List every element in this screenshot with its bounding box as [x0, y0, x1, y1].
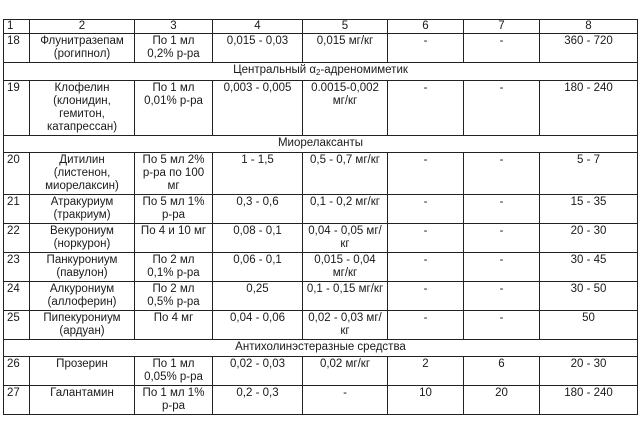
- column-7-cell: -: [464, 34, 540, 63]
- release-form-cell: По 4 мг: [135, 311, 213, 340]
- dose-per-kg-cell: 0,5 - 0,7 мг/кг: [303, 153, 388, 195]
- duration-cell: 20 - 30: [540, 357, 638, 386]
- dose-cell: 0,3 - 0,6: [213, 195, 303, 224]
- dose-per-kg-cell: 0,015 - 0,04 мг/кг: [303, 253, 388, 282]
- column-7-cell: -: [464, 81, 540, 136]
- duration-cell: 5 - 7: [540, 153, 638, 195]
- dose-cell: 1 - 1,5: [213, 153, 303, 195]
- section-title-text: Центральный α: [233, 64, 316, 76]
- column-6-cell: 2: [388, 357, 464, 386]
- column-6-cell: -: [388, 311, 464, 340]
- section-header-row: [4, 63, 638, 81]
- release-form-cell: По 2 мл 0,1% р-ра: [135, 253, 213, 282]
- dose-cell: 0,25: [213, 282, 303, 311]
- column-6-cell: -: [388, 282, 464, 311]
- dose-cell: 0,2 - 0,3: [213, 386, 303, 415]
- column-6-cell: -: [388, 153, 464, 195]
- row-number-cell: 27: [4, 386, 30, 415]
- drug-name-cell: Пипекурониум (ардуан): [30, 311, 135, 340]
- section-title-suffix: -адреномиметик: [320, 64, 408, 76]
- table-row: [4, 357, 638, 386]
- column-number-header-row: [4, 20, 638, 34]
- duration-cell: 180 - 240: [540, 81, 638, 136]
- column-7-cell: -: [464, 224, 540, 253]
- dose-per-kg-cell: 0,1 - 0,2 мг/кг: [303, 195, 388, 224]
- drug-name-cell: Клофелин (клонидин, гемитон, катапрессан): [30, 81, 135, 136]
- column-7-cell: -: [464, 253, 540, 282]
- release-form-cell: По 1 мл 1% р-ра: [135, 386, 213, 415]
- column-header-6: 6: [388, 20, 464, 34]
- dose-per-kg-cell: 0,015 мг/кг: [303, 34, 388, 63]
- release-form-cell: По 5 мл 1% р-ра: [135, 195, 213, 224]
- table-row: [4, 224, 638, 253]
- column-header-8: 8: [540, 20, 638, 34]
- column-6-cell: -: [388, 195, 464, 224]
- release-form-cell: По 1 мл 0,05% р-ра: [135, 357, 213, 386]
- column-6-cell: -: [388, 224, 464, 253]
- row-number-cell: 23: [4, 253, 30, 282]
- dose-cell: 0,04 - 0,06: [213, 311, 303, 340]
- column-6-cell: -: [388, 253, 464, 282]
- drug-dosage-table: [3, 19, 638, 415]
- table-row: [4, 81, 638, 136]
- column-header-2: 2: [30, 20, 135, 34]
- duration-cell: 360 - 720: [540, 34, 638, 63]
- drug-name-cell: Панкурониум (павулон): [30, 253, 135, 282]
- column-header-7: 7: [464, 20, 540, 34]
- row-number-cell: 19: [4, 81, 30, 136]
- row-number-cell: 26: [4, 357, 30, 386]
- dose-per-kg-cell: 0,1 - 0,15 мг/кг: [303, 282, 388, 311]
- drug-name-cell: Прозерин: [30, 357, 135, 386]
- column-6-cell: -: [388, 34, 464, 63]
- column-6-cell: 10: [388, 386, 464, 415]
- table-row: [4, 195, 638, 224]
- section-title: Антихолинэстеразные средства: [4, 340, 638, 357]
- section-title: Миорелаксанты: [4, 136, 638, 153]
- table-row: [4, 386, 638, 415]
- release-form-cell: По 5 мл 2% р-ра по 100 мг: [135, 153, 213, 195]
- dose-per-kg-cell: -: [303, 386, 388, 415]
- column-6-cell: -: [388, 81, 464, 136]
- dose-cell: 0,003 - 0,005: [213, 81, 303, 136]
- column-header-5: 5: [303, 20, 388, 34]
- row-number-cell: 21: [4, 195, 30, 224]
- drug-name-cell: Флунитразепам (рогипнол): [30, 34, 135, 63]
- column-7-cell: -: [464, 282, 540, 311]
- column-7-cell: 6: [464, 357, 540, 386]
- dose-per-kg-cell: 0,02 - 0,03 мг/кг: [303, 311, 388, 340]
- dose-per-kg-cell: 0,02 мг/кг: [303, 357, 388, 386]
- release-form-cell: По 2 мл 0,5% р-ра: [135, 282, 213, 311]
- table-row: [4, 311, 638, 340]
- dose-per-kg-cell: 0.0015-0,002 мг/кг: [303, 81, 388, 136]
- release-form-cell: По 4 и 10 мг: [135, 224, 213, 253]
- column-7-cell: -: [464, 195, 540, 224]
- dose-cell: 0,02 - 0,03: [213, 357, 303, 386]
- dose-cell: 0,015 - 0,03: [213, 34, 303, 63]
- duration-cell: 20 - 30: [540, 224, 638, 253]
- row-number-cell: 18: [4, 34, 30, 63]
- section-title-subscript: 2: [316, 68, 321, 77]
- column-header-1: 1: [4, 20, 30, 34]
- table-row: [4, 153, 638, 195]
- release-form-cell: По 1 мл 0,01% р-ра: [135, 81, 213, 136]
- duration-cell: 50: [540, 311, 638, 340]
- table-row: [4, 282, 638, 311]
- drug-name-cell: Дитилин (листенон, миорелаксин): [30, 153, 135, 195]
- section-header-row: [4, 340, 638, 357]
- row-number-cell: 25: [4, 311, 30, 340]
- duration-cell: 30 - 50: [540, 282, 638, 311]
- drug-name-cell: Алкурониум (аллоферин): [30, 282, 135, 311]
- column-7-cell: -: [464, 311, 540, 340]
- duration-cell: 15 - 35: [540, 195, 638, 224]
- dose-cell: 0,06 - 0,1: [213, 253, 303, 282]
- section-title: [4, 63, 638, 81]
- table-row: [4, 253, 638, 282]
- duration-cell: 180 - 240: [540, 386, 638, 415]
- column-header-3: 3: [135, 20, 213, 34]
- table-body: [4, 20, 638, 415]
- dose-per-kg-cell: 0,04 - 0,05 мг/кг: [303, 224, 388, 253]
- drug-name-cell: Атракуриум (тракриум): [30, 195, 135, 224]
- drug-name-cell: Галантамин: [30, 386, 135, 415]
- drug-name-cell: Векурониум (норкурон): [30, 224, 135, 253]
- column-7-cell: 20: [464, 386, 540, 415]
- column-header-4: 4: [213, 20, 303, 34]
- release-form-cell: По 1 мл 0,2% р-ра: [135, 34, 213, 63]
- row-number-cell: 24: [4, 282, 30, 311]
- table-row: [4, 34, 638, 63]
- row-number-cell: 20: [4, 153, 30, 195]
- column-7-cell: -: [464, 153, 540, 195]
- row-number-cell: 22: [4, 224, 30, 253]
- dose-cell: 0,08 - 0,1: [213, 224, 303, 253]
- section-header-row: [4, 136, 638, 153]
- duration-cell: 30 - 45: [540, 253, 638, 282]
